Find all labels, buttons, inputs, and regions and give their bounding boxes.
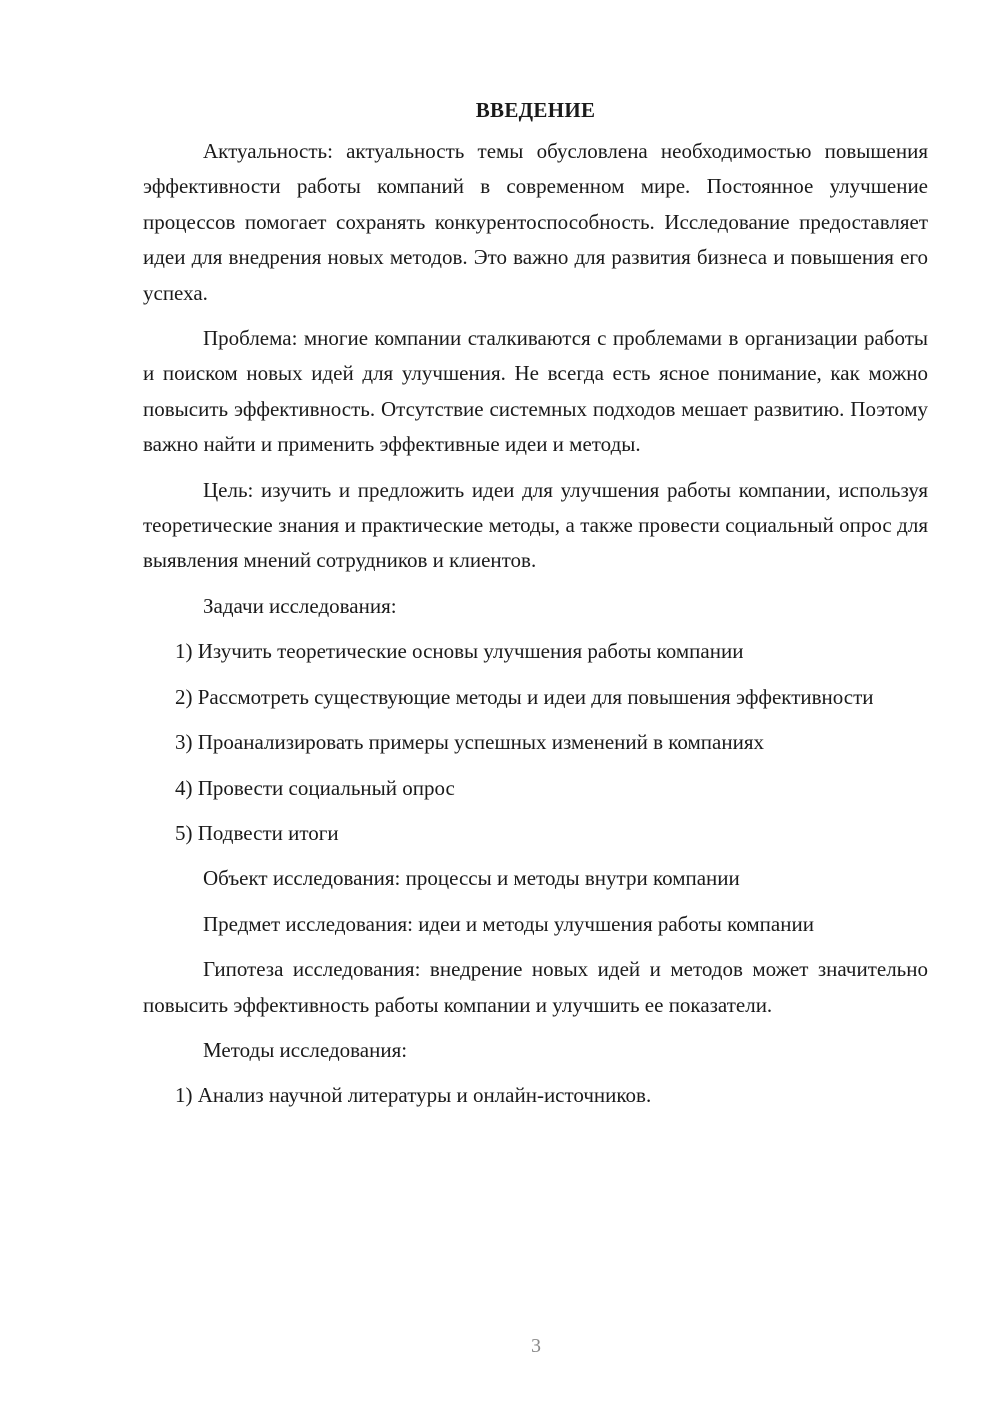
paragraph-object: Объект исследования: процессы и методы внутри компании — [203, 866, 740, 891]
task-item-1: 1) Изучить теоретические основы улучшения работы компании — [175, 639, 744, 664]
task-item-2: 2) Рассмотреть существующие методы и идеи для повышения эффективности — [175, 684, 874, 709]
methods-heading: Методы исследования: — [203, 1037, 408, 1062]
task-item-5: 5) Подвести итоги — [175, 820, 339, 845]
paragraph-subject: Предмет исследования: идеи и методы улучшения работы компании — [203, 911, 814, 936]
paragraph-goal: Цель: изучить и предложить идеи для улучшения работы компании, используя теоретические знания и практические методы, а также провести социальный опрос для выявления мнений сотрудников и клиентов. — [143, 477, 928, 573]
method-item-1: 1) Анализ научной литературы и онлайн-источников. — [175, 1083, 652, 1108]
tasks-heading: Задачи исследования: — [203, 593, 397, 618]
paragraph-hypothesis: Гипотеза исследования: внедрение новых идей и методов может значительно повысить эффективность работы компании и улучшить ее показатели. — [143, 957, 928, 1017]
paragraph-problem: Проблема: многие компании сталкиваются с проблемами в организации работы и поиском новых идей для улучшения. Не всегда есть ясное понимание, как можно повысить эффективность. Отсутствие системных подходов мешает развитию. Поэтому важно найти и применить эффективные идеи и методы. — [143, 326, 928, 457]
page-number: 3 — [531, 1335, 541, 1357]
task-item-4: 4) Провести социальный опрос — [175, 775, 455, 800]
page-title: ВВЕДЕНИЕ — [475, 98, 596, 122]
paragraph-relevance: Актуальность: актуальность темы обусловлена необходимостью повышения эффективности работы компаний в современном мире. Постоянное улучшение процессов помогает сохранять конкурентоспособность. Исследование предоставляет идеи для внедрения новых методов. Это важно для развития бизнеса и повышения его успеха. — [143, 139, 928, 305]
task-item-3: 3) Проанализировать примеры успешных изменений в компаниях — [175, 730, 764, 755]
document-page — [143, 96, 928, 1114]
